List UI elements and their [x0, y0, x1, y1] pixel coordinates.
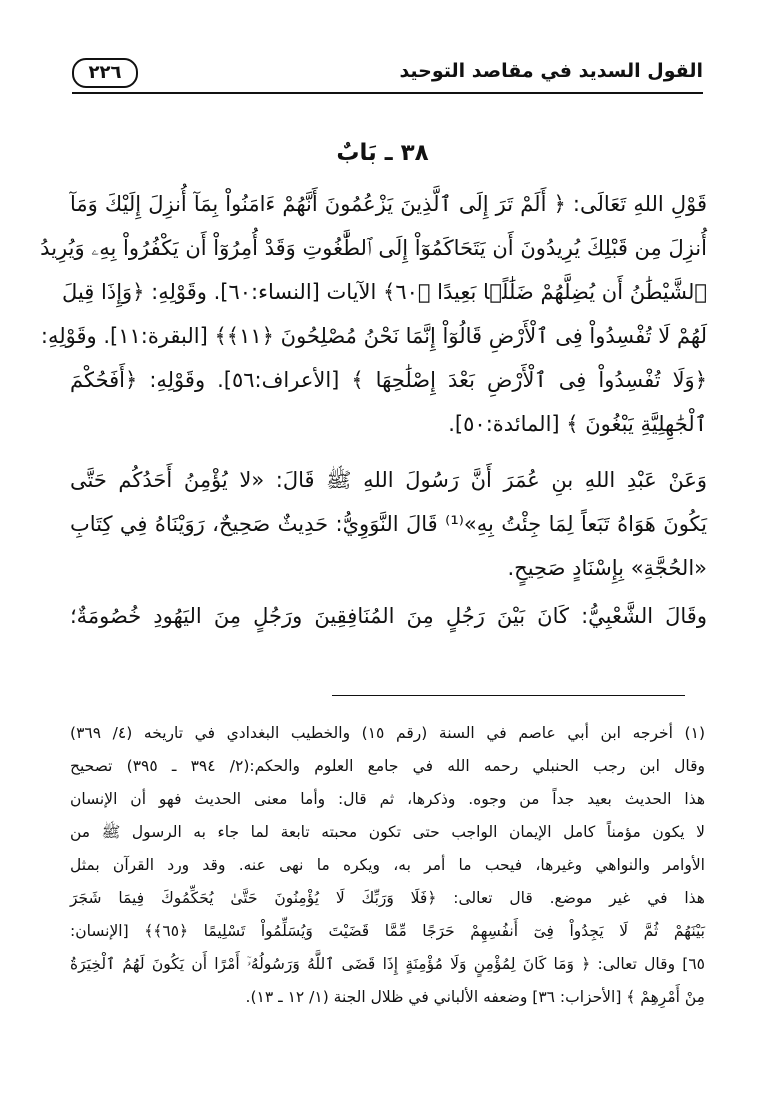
text-line: وَعَنْ عَبْدِ اللهِ بنِ عُمَرَ أَنَّ رَسُولَ اللهِ ﷺ قَالَ: «لا يُؤْمِنُ أَحَدُكُم حَتَّى — [70, 468, 707, 492]
running-header — [72, 58, 703, 94]
footnote-line: هذا الحديث بعيد جداً من وجوه. وذكرها، ثم قال: وأما معنى الحديث فهو أن الإنسان — [70, 790, 705, 808]
text-line: لَهُمْ لَا تُفْسِدُواْ فِى ٱلْأَرْضِ قَالُوٓاْ إِنَّمَا نَحْنُ مُصْلِحُونَ ﴿١١﴾﴾ [البقرة:١١]. وقَوْلِهِ: — [40, 324, 707, 348]
footnote-line: مِنْ أَمْرِهِمْ ﴾ [الأحزاب: ٣٦] وضعفه الألباني في ظلال الجنة (١/ ١٢ ـ ١٣). — [245, 988, 705, 1006]
text-line: يَكُونَ هَوَاهُ تَبَعاً لِمَا جِئْتُ بِهِ»⁽¹⁾ قَالَ النَّوَوِيُّ: حَدِيثٌ صَحِيحٌ، رَوَيْنَاهُ فِي كِتَابِ — [70, 512, 708, 536]
footnote-line: بَيْنَهُمْ ثُمَّ لَا يَجِدُواْ فِىٓ أَنفُسِهِمْ حَرَجًا مِّمَّا قَضَيْتَ وَيُسَلِّمُواْ تَسْلِيمًا ﴿٦٥﴾﴾ [الإنسان: — [70, 922, 705, 940]
footnote-separator — [332, 695, 685, 696]
main-paragraph-1 — [40, 182, 707, 446]
text-line: ٱلْجَٰهِلِيَّةِ يَبْغُونَ ﴾ [المائدة:٥٠]. — [448, 412, 707, 436]
text-line: أُنزِلَ مِن قَبْلِكَ يُرِيدُونَ أَن يَتَحَاكَمُوٓاْ إِلَى ٱلطَّٰغُوتِ وَقَدْ أُمِرُوٓاْ أَن يَكْفُرُواْ بِهِۦ وَيُرِيدُ — [40, 236, 707, 260]
footnote-line: هذا في غير موضع. قال تعالى: ﴿فَلَا وَرَبِّكَ لَا يُؤْمِنُونَ حَتَّىٰ يُحَكِّمُوكَ فِيمَا شَجَرَ — [70, 889, 705, 907]
footnote — [70, 717, 705, 1014]
text-line: «الحُجَّةِ» بِإِسْنَادٍ صَحِيحٍ. — [507, 556, 707, 580]
text-line: قَوْلِ اللهِ تَعَالَى: ﴿ أَلَمْ تَرَ إِلَى ٱلَّذِينَ يَزْعُمُونَ أَنَّهُمْ ءَامَنُواْ بِمَآ أُنزِلَ إِلَيْكَ وَمَآ — [70, 192, 707, 216]
main-paragraph-3 — [70, 594, 707, 638]
footnote-line: (١) أخرجه ابن أبي عاصم في السنة (رقم ١٥) والخطيب البغدادي في تاريخه (٤/ ٣٦٩) — [70, 724, 705, 742]
text-line: وقَالَ الشَّعْبِيُّ: كَانَ بَيْنَ رَجُلٍ مِنَ المُنَافِقِينَ ورَجُلٍ مِنَ اليَهُودِ خُصُومَةٌ؛ — [70, 604, 707, 628]
footnote-line: وقال ابن رجب الحنبلي رحمه الله في جامع العلوم والحكم:(٢/ ٣٩٤ ـ ٣٩٥) تصحيح — [70, 757, 705, 775]
footnote-line: ٦٥] وقال تعالى: ﴿ وَمَا كَانَ لِمُؤْمِنٍ وَلَا مُؤْمِنَةٍ إِذَا قَضَى ٱللَّهُ وَرَسُولُهُۥٓ أَمْرًا أَن يَكُونَ لَهُمُ ٱلْخِيَرَةُ — [70, 955, 705, 973]
text-line: ﴿وَلَا تُفْسِدُواْ فِى ٱلْأَرْضِ بَعْدَ إِصْلَٰحِهَا ﴾ [الأعراف:٥٦]. وقَوْلِهِ: ﴿أَفَحُكْمَ — [70, 368, 707, 392]
page-number: ٢٢٦ — [72, 58, 138, 88]
footnote-line: لا يكون مؤمناً كامل الإيمان الواجب حتى تكون محبته تابعة لما جاء به الرسول ﷺ من — [70, 823, 705, 841]
chapter-heading: ٣٨ ـ بَابٌ — [336, 140, 429, 166]
footnote-line: الأوامر والنواهي وغيرها، فيحب ما أمر به، ويكره ما نهى عنه. وقد ورد القرآن بمثل — [70, 856, 705, 874]
book-title: القول السديد في مقاصد التوحيد — [399, 60, 703, 82]
text-line: ٱلشَّيْطَٰنُ أَن يُضِلَّهُمْ ضَلَٰلًۢا بَعِيدًا ﴿٦٠﴾ الآيات [النساء:٦٠]. وقَوْلِهِ: ﴿وَإِذَا قِيلَ — [62, 280, 707, 304]
main-paragraph-2 — [70, 458, 707, 590]
